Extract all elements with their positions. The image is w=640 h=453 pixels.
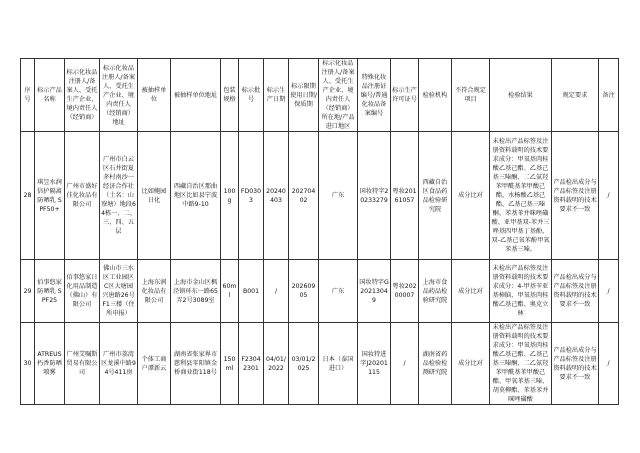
cell-company: 广州艾嘱斯贸易有限公司: [65, 323, 100, 405]
cell-license-number: 粤妆20200007: [391, 260, 419, 323]
header-batch-number: 标示批号: [239, 59, 264, 132]
cell-package-size: 60ml: [221, 260, 239, 323]
header-serial: 序号: [21, 59, 35, 132]
cell-requirement: 产品检出成分与产品标签及注册资料载明的技术要求不一致: [552, 260, 599, 323]
header-expiry-date: 标示限期使用日期/保质期: [289, 59, 319, 132]
header-product-name: 标示产品名称: [35, 59, 65, 132]
cell-inspection-result: 未检出产品标签及注册资料载明的技术要求成分：4-甲基苄亚基樟脑、甲氧基肉桂酸乙基己酯、奥克立林: [490, 260, 552, 323]
header-inspection-result: 检验结果: [490, 59, 552, 132]
cell-package-size: 150ml: [221, 323, 239, 405]
cell-inspection-agency: 西藏自治区食品药品检验研究院: [419, 132, 452, 260]
cell-sampled-unit-address: 上海市金山区枫泾镇环东一路65弄2号3089室: [171, 260, 221, 323]
cell-registration-number: 国妆特进字J20201115: [358, 323, 391, 405]
cell-batch-number: B001: [239, 260, 264, 323]
cell-sampled-unit: 上海东润化妆品有限公司: [138, 260, 171, 323]
header-requirement: 规定要求: [552, 59, 599, 132]
header-production-date: 标示生产日期: [264, 59, 289, 132]
cell-serial: 28: [21, 132, 35, 260]
cell-batch-number: FD0303: [239, 132, 264, 260]
header-registration-number: 特殊化妆品注册证编号/普通化妆品备案编号: [358, 59, 391, 132]
cell-inspection-agency: 上海市食品药品检验研究院: [419, 260, 452, 323]
header-license-number: 标示生产许可证号: [391, 59, 419, 132]
cell-production-date: 04/01/2022: [264, 323, 289, 405]
cell-product-name: 佰事悠家防晒乳 SPF25: [35, 260, 65, 323]
sampling-results-table: [20, 58, 619, 405]
cell-production-date: 20240403: [264, 132, 289, 260]
cell-license-number: /: [391, 323, 419, 405]
cell-expiry-date: 20260905: [289, 260, 319, 323]
cell-serial: 29: [21, 260, 35, 323]
table-row: [21, 323, 619, 405]
cell-registration-number: 国妆特字20233279: [358, 132, 391, 260]
cell-noncompliant-item: 成分比对: [452, 323, 490, 405]
header-noncompliant-item: 不符合规定项目: [452, 59, 490, 132]
header-row: [21, 59, 619, 132]
cell-company-address: 佛山市三水区工业园区C区大塘园兴唐路26号F1三楼（住所申报）: [100, 260, 138, 323]
cell-inspection-result: 未检出产品标签及注册资料载明的技术要求成分：甲氧基肉桂酸乙基己酯、乙基己基三嗪酮、二乙氨羟苯甲酰基苯甲酸己酯、甲氧苯基三嗪、胡莫柳酯、苯基苯并咪唑磺酸: [490, 323, 552, 405]
cell-sampled-unit: 个体工商户谭新云: [138, 323, 171, 405]
cell-company: 佰事悠家日化用品制造（佛山）有限公司: [65, 260, 100, 323]
header-sampled-unit: 被抽样单位: [138, 59, 171, 132]
cell-batch-number: F23042301: [239, 323, 264, 405]
cell-inspection-result: 未检出产品标签及注册资料载明的技术要求成分：甲氧基肉桂酸乙基己酯、乙基己基三嗪酮、二乙氨羟苯甲酰基苯甲酸己酯、水杨酸乙基己酯、乙基己基三嗪酮、苯基苯并咪唑磺酸、亚甲基双-苯并三唑基四甲基丁基酚、双-乙基己氧苯酚甲氧苯基三嗪。: [490, 132, 552, 260]
cell-product-name: ATREUS 朽香防晒喷雾: [35, 323, 65, 405]
cell-location: 日本（泰国进口）: [319, 323, 358, 405]
cell-company: 广州市盛好佳化妆品有限公司: [65, 132, 100, 260]
cell-registration-number: 国妆特字G20213049: [358, 260, 391, 323]
cell-remarks: /: [599, 260, 619, 323]
table-row: [21, 132, 619, 260]
cell-location: 广东: [319, 132, 358, 260]
cell-noncompliant-item: 成分比对: [452, 260, 490, 323]
cell-noncompliant-item: 成分比对: [452, 132, 490, 260]
cell-serial: 30: [21, 323, 35, 405]
cell-license-number: 粤妆20161057: [391, 132, 419, 260]
cell-expiry-date: 03/01/2025: [289, 323, 319, 405]
header-sampled-unit-address: 被抽样单位地址: [171, 59, 221, 132]
cell-remarks: /: [599, 323, 619, 405]
header-remarks: 备注: [599, 59, 619, 132]
cell-inspection-agency: 湖南省药品检验检测研究院: [419, 323, 452, 405]
header-company-address: 标示化妆品注册人/备案人、受托生产企业、境内责任人（经销商）地址: [100, 59, 138, 132]
cell-company-address: 广州市白云区石井街夏茅村南沙一经济合作社（土名：山寮塘）地段64栋一、二、三、四、五层: [100, 132, 138, 260]
cell-company-address: 广州市荔湾区龙溪中路94号411房: [100, 323, 138, 405]
header-inspection-agency: 检验机构: [419, 59, 452, 132]
cell-remarks: /: [599, 132, 619, 260]
cell-requirement: 产品检出成分与产品标签及注册资料载明的技术要求不一致: [552, 323, 599, 405]
cell-location: 广东: [319, 260, 358, 323]
cell-package-size: 100g: [221, 132, 239, 260]
cell-requirement: 产品检出成分与产品标签及注册资料载明的技术要求不一致: [552, 132, 599, 260]
header-package-size: 包装规格: [221, 59, 239, 132]
cell-sampled-unit: 比如鲍园日化: [138, 132, 171, 260]
table-row: [21, 260, 619, 323]
header-location: 标示化妆品注册人/备案人、受托生产企业、境内责任人（经销商）所在地/产品进口地区: [319, 59, 358, 132]
table-header: [21, 59, 619, 132]
header-company: 标示化妆品注册人/备案人、受托生产企业、境内责任人（经销商）: [65, 59, 100, 132]
cell-expiry-date: 20270402: [289, 132, 319, 260]
cell-production-date: /: [264, 260, 289, 323]
cell-sampled-unit-address: 湖南省张家界市慈利县零阳镇金桥商业街118号: [171, 323, 221, 405]
cell-sampled-unit-address: 西藏自治区那曲地区比如县宁波中路9-10: [171, 132, 221, 260]
cell-product-name: 琪昱水润倍护隔离防晒乳 SPF50+: [35, 132, 65, 260]
